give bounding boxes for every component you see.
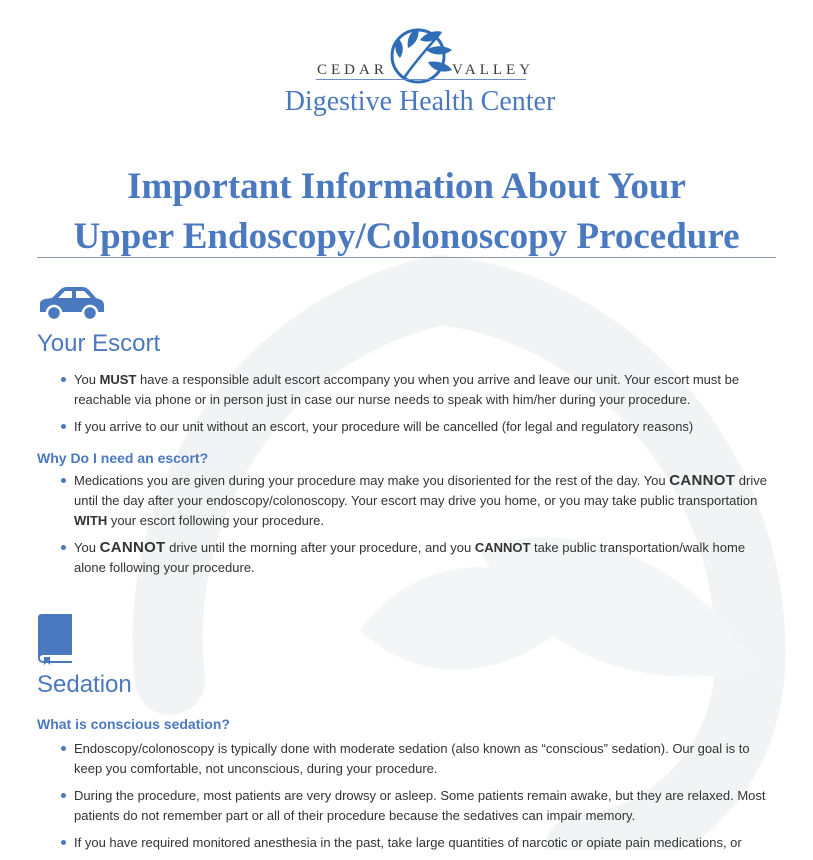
sub-heading-why-escort: Why Do I need an escort? [37,450,209,466]
why-escort-bullet-list [58,471,778,585]
list-item: Endoscopy/colonoscopy is typically done with moderate sedation (also known as “conscious” sedation). Our goal is to keep you comfortable, not unconscious, during your procedure. [58,739,778,779]
logo-subtitle: Digestive Health Center [284,86,556,117]
logo-word-cedar: CEDAR [317,62,388,78]
car-icon [36,286,106,322]
sedation-bullet-list [58,739,778,860]
logo-rule [316,79,526,80]
sub-heading-conscious-sedation: What is conscious sedation? [37,716,230,732]
page-title-line-2: Upper Endoscopy/Colonoscopy Procedure [73,216,740,257]
page-title [0,162,813,262]
logo [0,20,813,125]
section-heading-escort: Your Escort [37,330,161,357]
logo-word-valley: VALLEY [452,62,535,78]
list-item: Medications you are given during your procedure may make you disoriented for the rest of the day. You CANNOT drive until the day after your endoscopy/colonoscopy. Your escort may drive you home, or you may take public transportation WITH your escort following your procedure. [58,471,778,531]
list-item: If you arrive to our unit without an escort, your procedure will be cancelled (for legal and regulatory reasons) [58,417,778,437]
escort-bullet-list [58,370,778,444]
list-item: If you have required monitored anesthesia in the past, take large quantities of narcotic or opiate pain medications, or [58,833,778,853]
list-item: During the procedure, most patients are very drowsy or asleep. Some patients remain awake, but they are relaxed. Most patients do not remember part or all of their procedure because the sedatives can impair memory. [58,786,778,826]
list-item: You MUST have a responsible adult escort accompany you when you arrive and leave our unit. Your escort must be reachable via phone or in person just in case our nurse needs to speak with him/her during your procedure. [58,370,778,410]
book-icon [36,613,74,665]
list-item: You CANNOT drive until the morning after your procedure, and you CANNOT take public transportation/walk home alone following your procedure. [58,538,778,578]
title-divider [37,257,776,258]
leaf-emblem-icon [386,26,456,86]
page-title-line-1: Important Information About Your [127,166,686,207]
section-heading-sedation: Sedation [37,671,132,698]
